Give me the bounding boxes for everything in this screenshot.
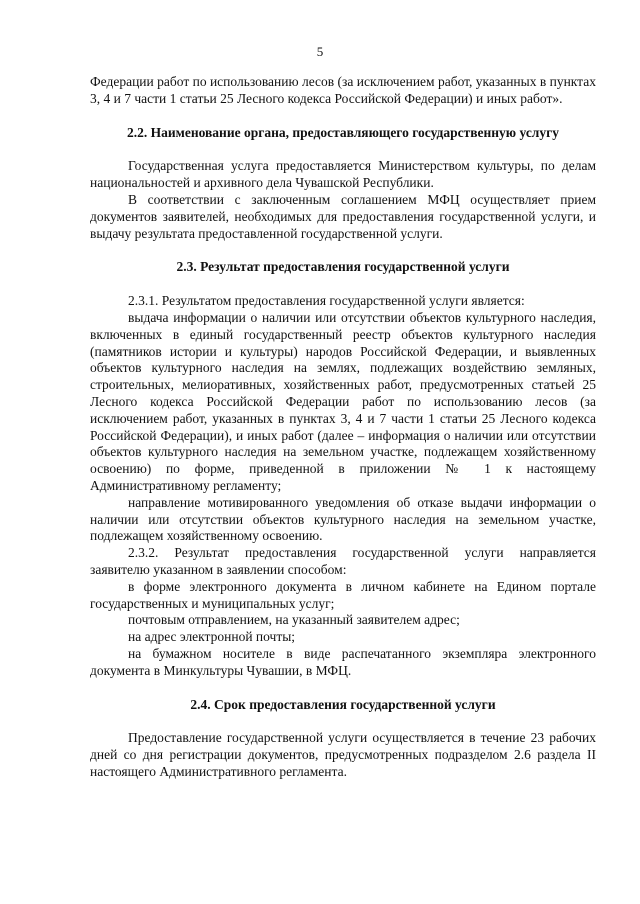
paragraph: Предоставление государственной услуги осуществляется в течение 23 рабочих дней со дня регистрации документов, предусмотренных подразделом 2.6 раздела II настоящего Административного регламента. xyxy=(90,730,596,779)
section-heading-2-4: 2.4. Срок предоставления государственной услуги xyxy=(190,696,496,712)
list-item: в форме электронного документа в личном кабинете на Едином портале государственных и муниципальных услуг; xyxy=(90,578,596,611)
list-item: на бумажном носителе в виде распечатанного экземпляра электронного документа в Минкультуры Чувашии, в МФЦ. xyxy=(90,645,596,678)
paragraph: Государственная услуга предоставляется Министерством культуры, по делам национальностей и архивного дела Чувашской Республики. xyxy=(90,158,596,191)
paragraph: 2.3.1. Результатом предоставления государственной услуги является: xyxy=(128,293,525,309)
paragraph: направление мотивированного уведомления об отказе выдачи информации о наличии или отсутствии объектов культурного наследия на земельном участке, подлежащем хозяйственному освоению. xyxy=(90,494,596,544)
paragraph-continuation: Федерации работ по использованию лесов (за исключением работ, указанных в пунктах 3, 4 и 7 части 1 статьи 25 Лесного кодекса Российской Федерации) и иных работ». xyxy=(90,74,596,106)
page-number: 5 xyxy=(316,44,324,59)
paragraph: выдача информации о наличии или отсутствии объектов культурного наследия, включенных в единый государственный реестр объектов культурного наследия (памятников истории и культуры) народов Российской Федерации, и выявленных объектов культурного наследия на землях, подлежащих воздействию земляных, строительных, мелиоративных, хозяйственных работ, предусмотренных статьей 25 Лесного кодекса Российской Федерации работ по использованию лесов (за исключением работ, указанных в пунктах 3, 4 и 7 части 1 статьи 25 Лесного кодекса Российской Федерации), и иных работ (далее – информация о наличии или отсутствии объектов культурного наследия на земельном участке, подлежащем хозяйственному освоению) по форме, приведенной в приложении № 1 к настоящему Административному регламенту; xyxy=(90,309,596,493)
paragraph: В соответствии с заключенным соглашением МФЦ осуществляет прием документов заявителей, необходимых для предоставления государственной услуги, и выдачу результата предоставленной государственной услуги. xyxy=(90,191,596,241)
paragraph: 2.3.2. Результат предоставления государственной услуги направляется заявителю указанном в заявлении способом: xyxy=(90,545,596,577)
section-heading-2-3: 2.3. Результат предоставления государственной услуги xyxy=(176,259,510,275)
list-item: почтовым отправлением, на указанный заявителем адрес; xyxy=(128,612,460,628)
document-body xyxy=(90,74,596,781)
list-item: на адрес электронной почты; xyxy=(128,629,296,645)
section-heading-2-2: 2.2. Наименование органа, предоставляющего государственную услугу xyxy=(126,124,560,140)
